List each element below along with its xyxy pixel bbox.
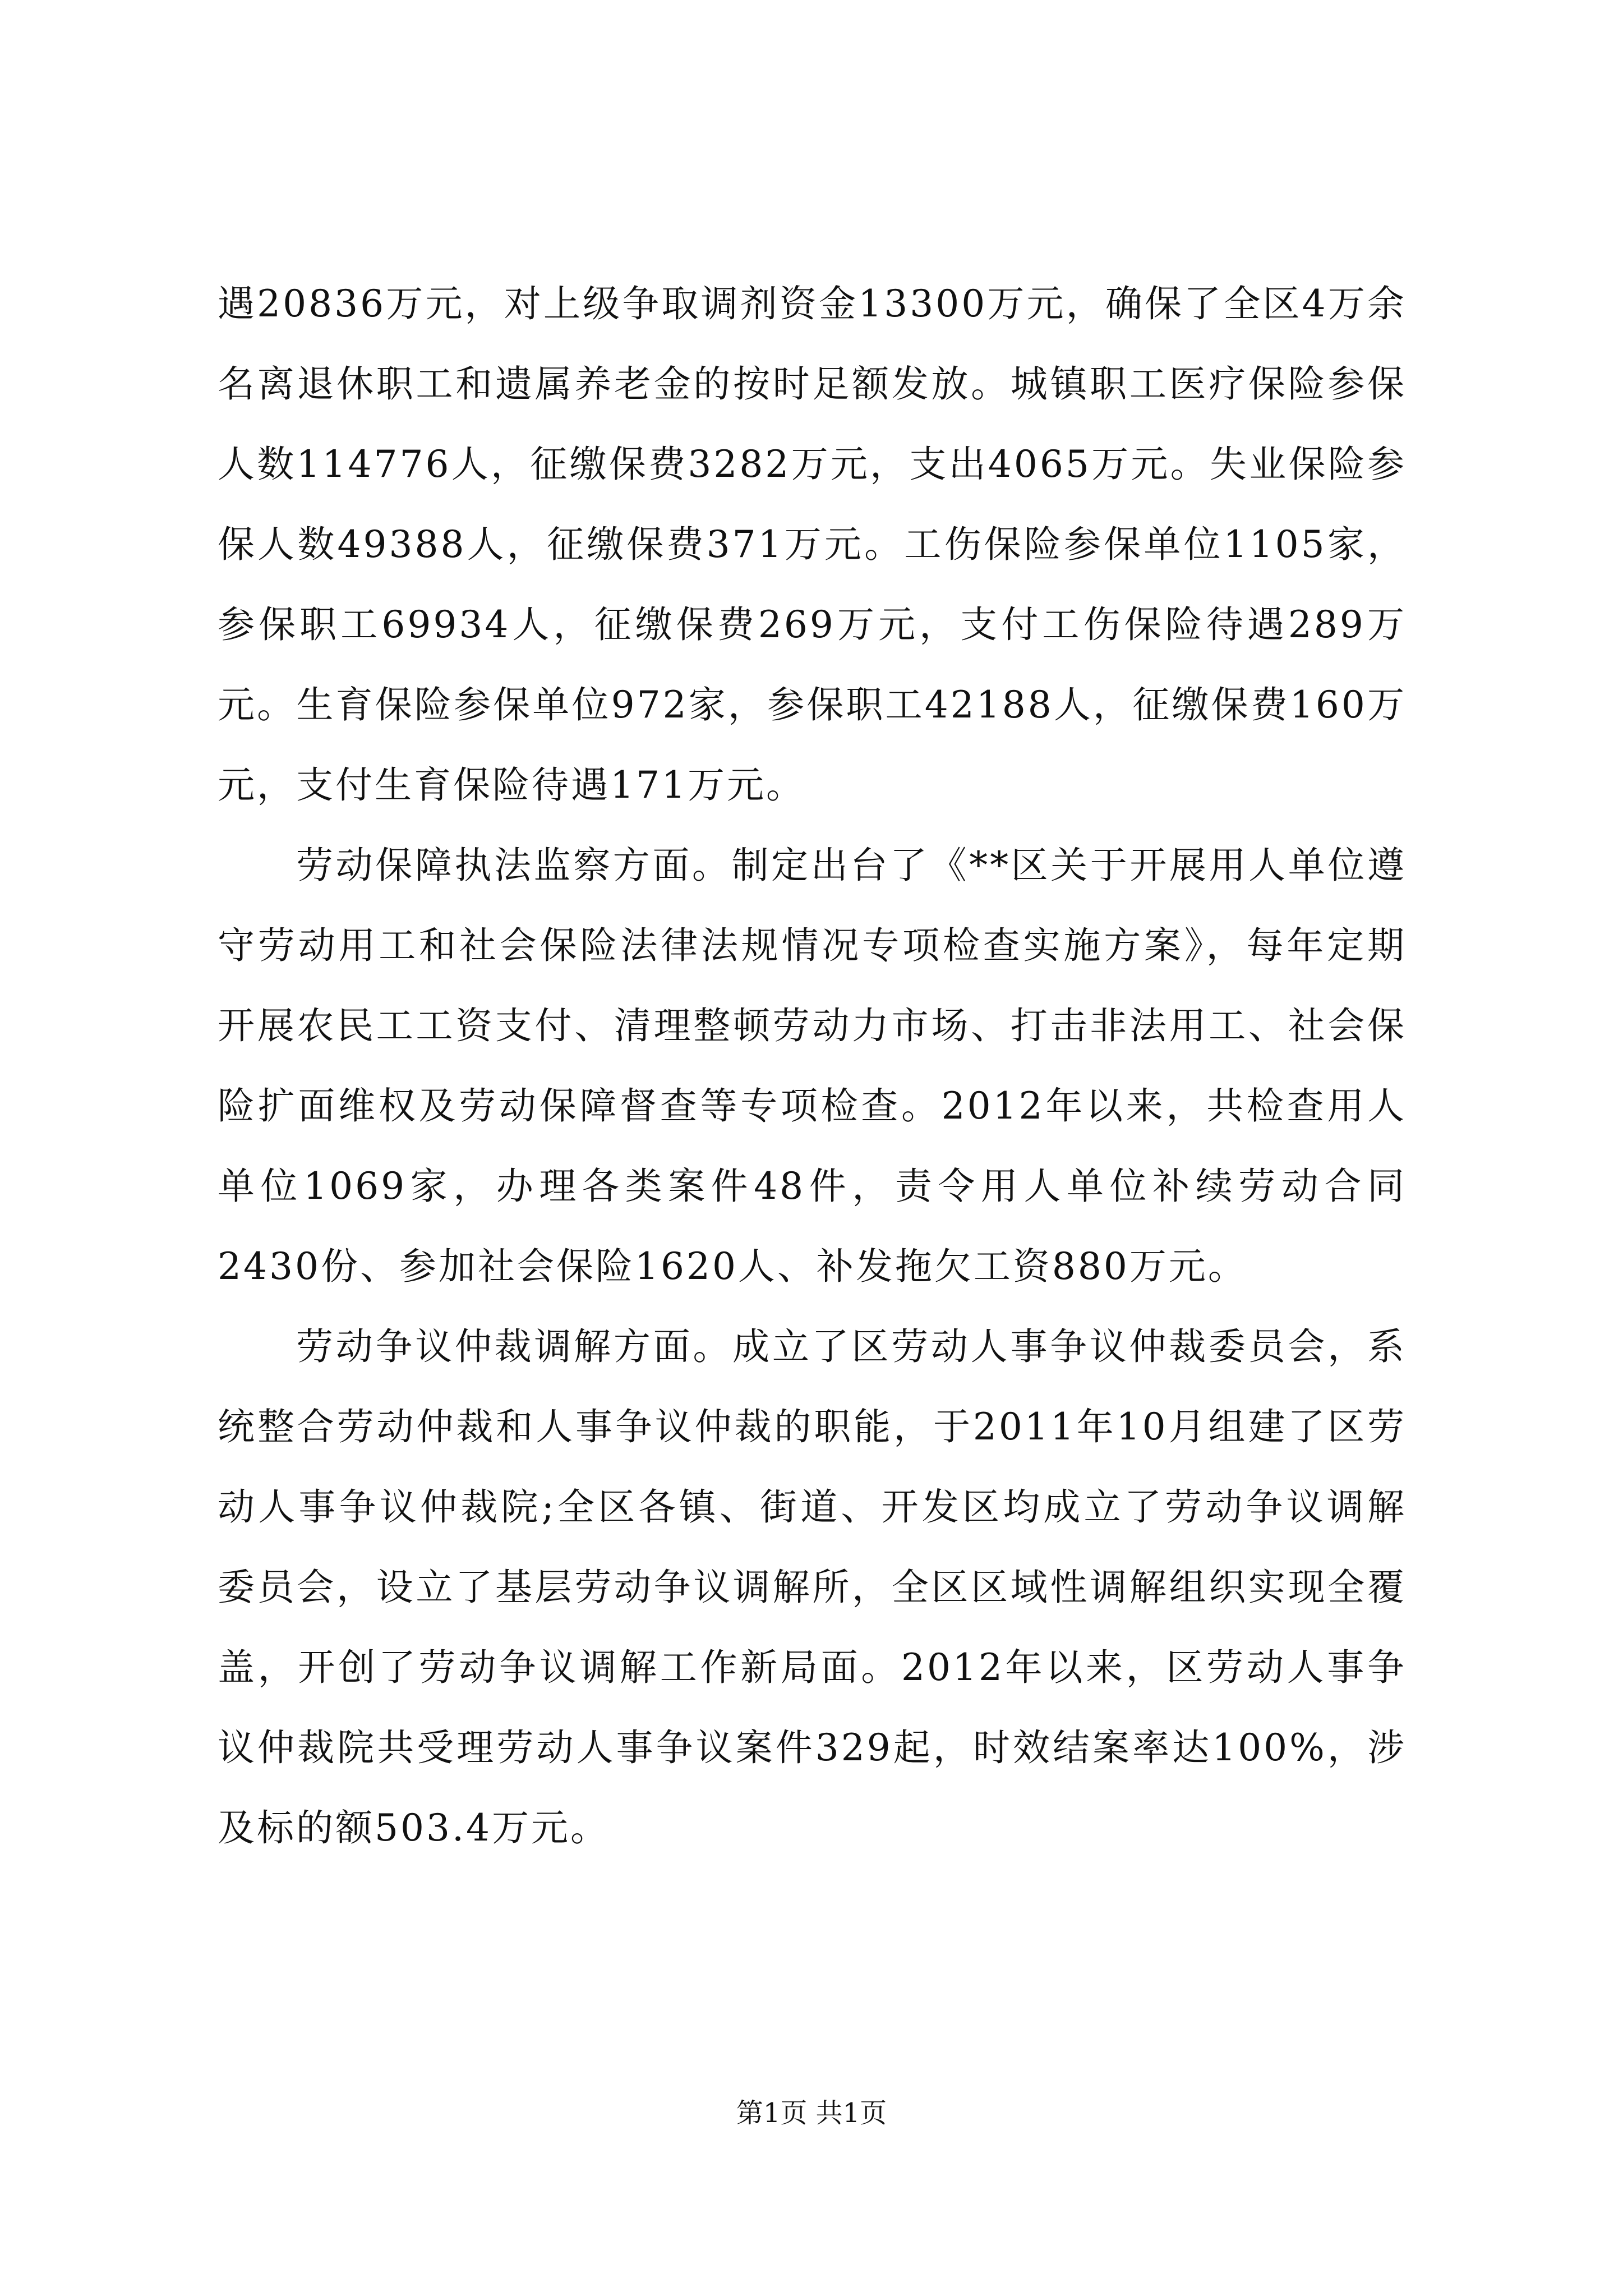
page-footer: 第1页 共1页 — [736, 2097, 887, 2129]
document-body — [218, 264, 1407, 1868]
paragraph-labor-inspection: 劳动保障执法监察方面。制定出台了《**区关于开展用人单位遵守劳动用工和社会保险法律法规情况专项检查实施方案》，每年定期开展农民工工资支付、清理整顿劳动力市场、打击非法用工、社会保险扩面维权及劳动保障督查等专项检查。2012年以来，共检查用人单位1069家，办理各类案件48件，责令用人单位补续劳动合同2430份、参加社会保险1620人、补发拖欠工资880万元。 — [218, 844, 1407, 1288]
paragraph-dispute-arbitration: 劳动争议仲裁调解方面。成立了区劳动人事争议仲裁委员会，系统整合劳动仲裁和人事争议仲裁的职能，于2011年10月组建了区劳动人事争议仲裁院;全区各镇、街道、开发区均成立了劳动争议调解委员会，设立了基层劳动争议调解所，全区区域性调解组织实现全覆盖，开创了劳动争议调解工作新局面。2012年以来，区劳动人事争议仲裁院共受理劳动人事争议案件329起，时效结案率达100%，涉及标的额503.4万元。 — [218, 1325, 1407, 1849]
paragraph-social-insurance: 遇20836万元，对上级争取调剂资金13300万元，确保了全区4万余名离退休职工和遗属养老金的按时足额发放。城镇职工医疗保险参保人数114776人，征缴保费3282万元，支出4065万元。失业保险参保人数49388人，征缴保费371万元。工伤保险参保单位1105家，参保职工69934人，征缴保费269万元，支付工伤保险待遇289万元。生育保险参保单位972家，参保职工42188人，征缴保费160万元，支付生育保险待遇171万元。 — [218, 282, 1407, 807]
